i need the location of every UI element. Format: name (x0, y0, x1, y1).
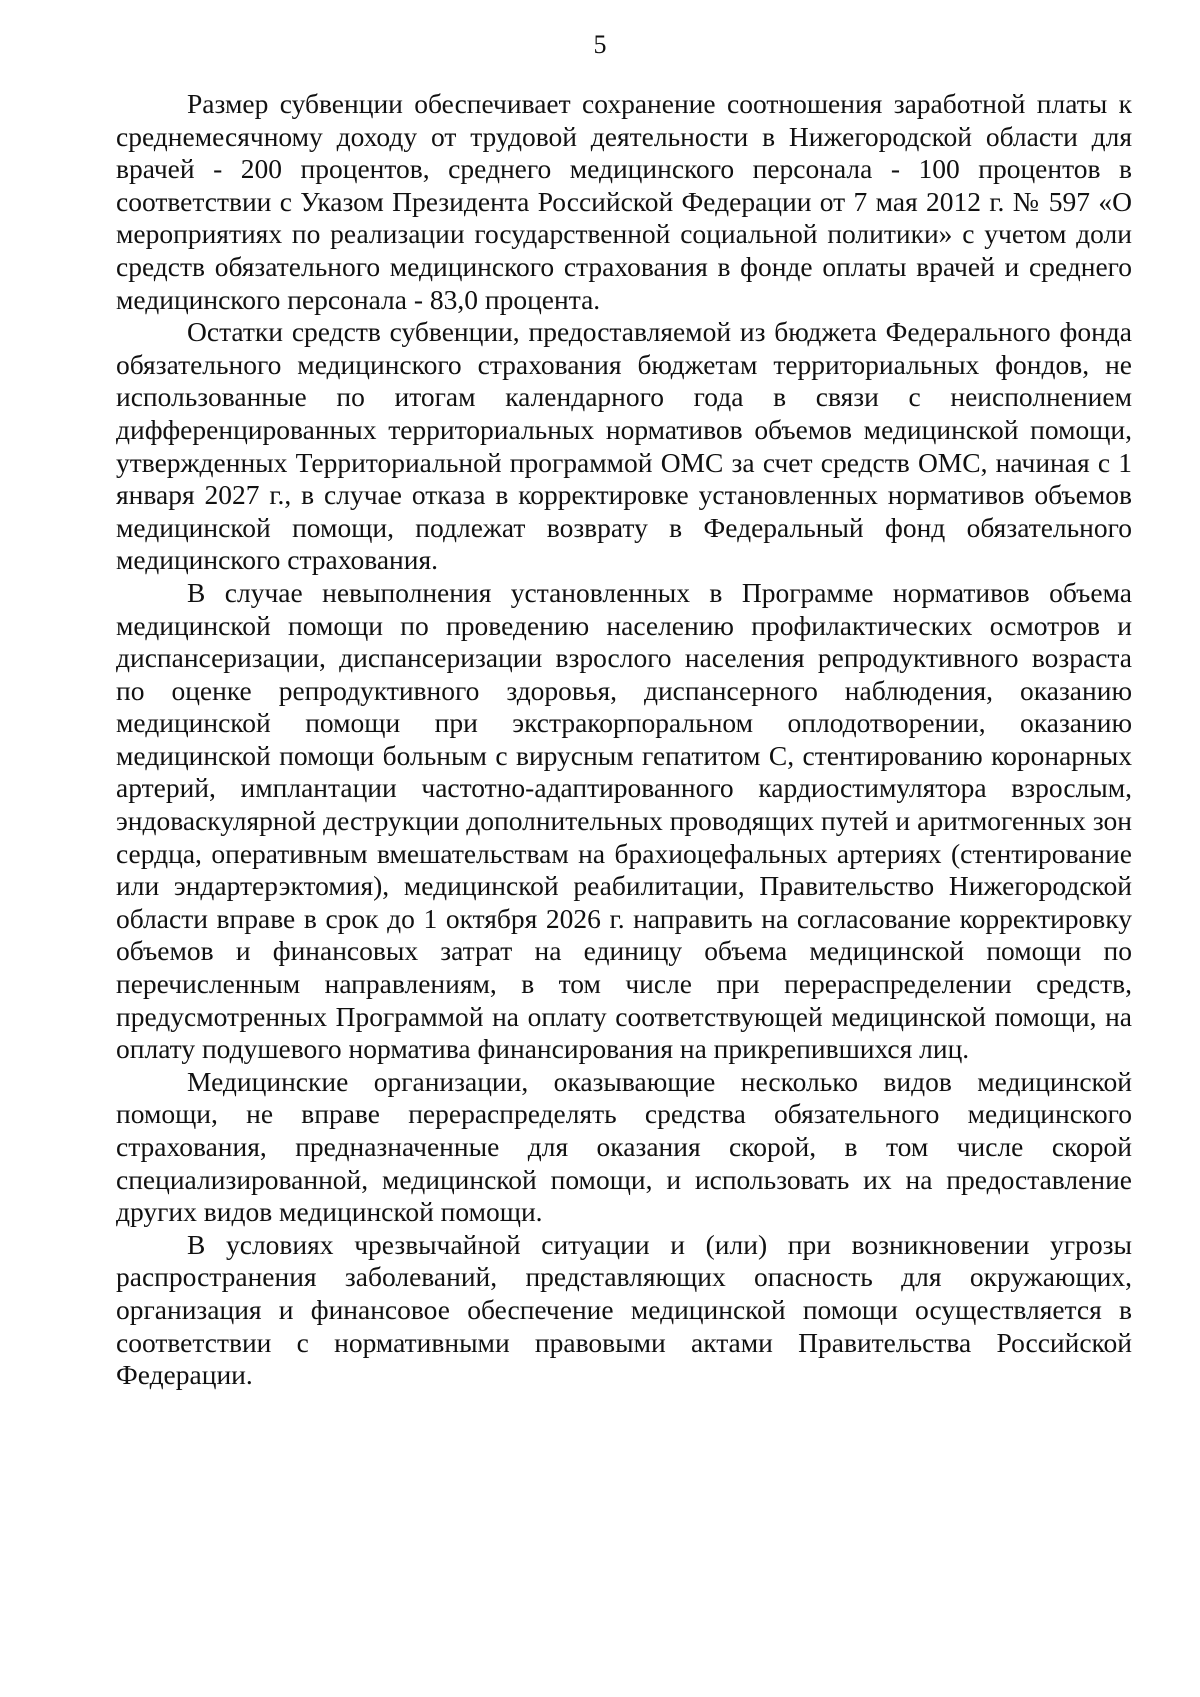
paragraph-norms-nonfulfillment: В случае невыполнения установленных в Программе нормативов объема медицинской помощи по проведению населению профилактических осмотров и диспансеризации, диспансеризации взрослого населения репродуктивного возраста по оценке репродуктивного здоровья, диспансерного наблюдения, оказанию медицинской помощи при экстракорпоральном оплодотворении, оказанию медицинской помощи больным с вирусным гепатитом С, стентированию коронарных артерий, имплантации частотно-адаптированного кардиостимулятора взрослым, эндоваскулярной деструкции дополнительных проводящих путей и аритмогенных зон сердца, оперативным вмешательствам на брахиоцефальных артериях (стентирование или эндартерэктомия), медицинской реабилитации, Правительство Нижегородской области вправе в срок до 1 октября 2026 г. направить на согласование корректировку объемов и финансовых затрат на единицу объема медицинской помощи по перечисленным направлениям, в том числе при перераспределении средств, предусмотренных Программой на оплату соответствующей медицинской помощи, на оплату подушевого норматива финансирования на прикрепившихся лиц. (116, 576, 1132, 1065)
page-number: 5 (593, 30, 607, 59)
paragraph-emergency-conditions: В условиях чрезвычайной ситуации и (или) при возникновении угрозы распространения заболеваний, представляющих опасность для окружающих, организация и финансовое обеспечение медицинской помощи осуществляется в соответствии с нормативными правовыми актами Правительства Российской Федерации. (116, 1228, 1132, 1391)
paragraph-subvention-size: Размер субвенции обеспечивает сохранение соотношения заработной платы к среднемесячному доходу от трудовой деятельности в Нижегородской области для врачей - 200 процентов, среднего медицинского персонала - 100 процентов в соответствии с Указом Президента Российской Федерации от 7 мая 2012 г. № 597 «О мероприятиях по реализации государственной социальной политики» с учетом доли средств обязательного медицинского страхования в фонде оплаты врачей и среднего медицинского персонала - 83,0 процента. (116, 88, 1132, 315)
paragraph-medical-organizations: Медицинские организации, оказывающие несколько видов медицинской помощи, не вправе перераспределять средства обязательного медицинского страхования, предназначенные для оказания скорой, в том числе скорой специализированной, медицинской помощи, и использовать их на предоставление других видов медицинской помощи. (116, 1065, 1132, 1228)
paragraph-subvention-remainders: Остатки средств субвенции, предоставляемой из бюджета Федерального фонда обязательного медицинского страхования бюджетам территориальных фондов, не использованные по итогам календарного года в связи с неисполнением дифференцированных территориальных нормативов объемов медицинской помощи, утвержденных Территориальной программой ОМС за счет средств ОМС, начиная с 1 января 2027 г., в случае отказа в корректировке установленных нормативов объемов медицинской помощи, подлежат возврату в Федеральный фонд обязательного медицинского страхования. (116, 316, 1132, 576)
document-body (116, 88, 1132, 1392)
